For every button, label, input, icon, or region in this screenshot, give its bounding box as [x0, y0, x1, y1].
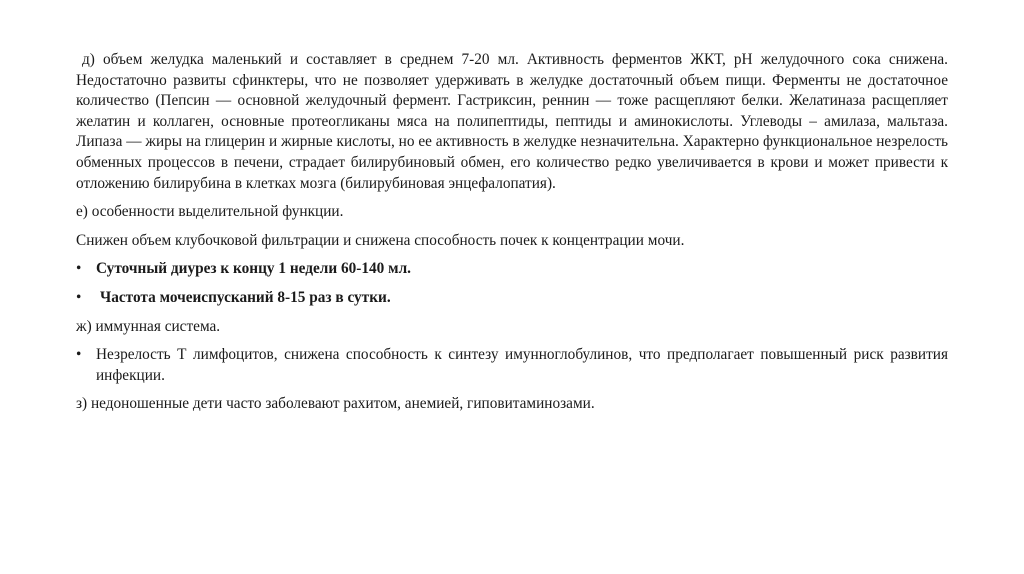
slide-content	[76, 50, 948, 423]
heading-excretory-function: е) особенности выделительной функции.	[76, 203, 344, 221]
bullet-marker: •	[76, 288, 82, 306]
bullet-item-diuresis	[76, 259, 948, 280]
bullet-text-frequency: Частота мочеиспусканий 8-15 раз в сутки.	[100, 288, 391, 306]
paragraph-kidney: Снижен объем клубочковой фильтрации и снижена способность почек к концентрации мочи.	[76, 231, 685, 249]
heading-immune-system: ж) иммунная система.	[76, 317, 221, 335]
bullet-item-immune	[76, 345, 948, 386]
paragraph-premature-children: з) недоношенные дети часто заболевают рахитом, анемией, гиповитаминозами.	[76, 395, 595, 413]
bullet-text-diuresis: Суточный диурез к концу 1 недели 60-140 мл.	[96, 260, 411, 278]
paragraph-stomach: д) объем желудка маленький и составляет в среднем 7-20 мл. Активность ферментов ЖКТ, pH желудочного сока снижена. Недостаточно развиты сфинктеры, что не позволяет удерживать в желудке достаточный объем пищи. Ферменты не достаточное количество (Пепсин — основной желудочный фермент. Гастриксин, реннин — тоже расщепляют белки. Желатиназа расщепляет желатин и коллаген, основные протеогликаны мяса на полипептиды, пептиды и аминокислоты. Углеводы – амилаза, мальтаза. Липаза — жиры на глицерин и жирные кислоты, но ее активность в желудке незначительна. Характерно функциональное незрелость обменных процессов в печени, страдает билирубиновый обмен, его количество редко увеличивается в крови и может привести к отложению билирубина в клетках мозга (билирубиновая энцефалопатия).	[76, 51, 948, 192]
bullet-text-immune: Незрелость Т лимфоцитов, снижена способность к синтезу имунноглобулинов, что предполагает повышенный риск развития инфекции.	[96, 346, 948, 384]
bullet-item-frequency	[76, 288, 948, 309]
bullet-marker: •	[76, 346, 82, 364]
bullet-marker: •	[76, 260, 82, 278]
